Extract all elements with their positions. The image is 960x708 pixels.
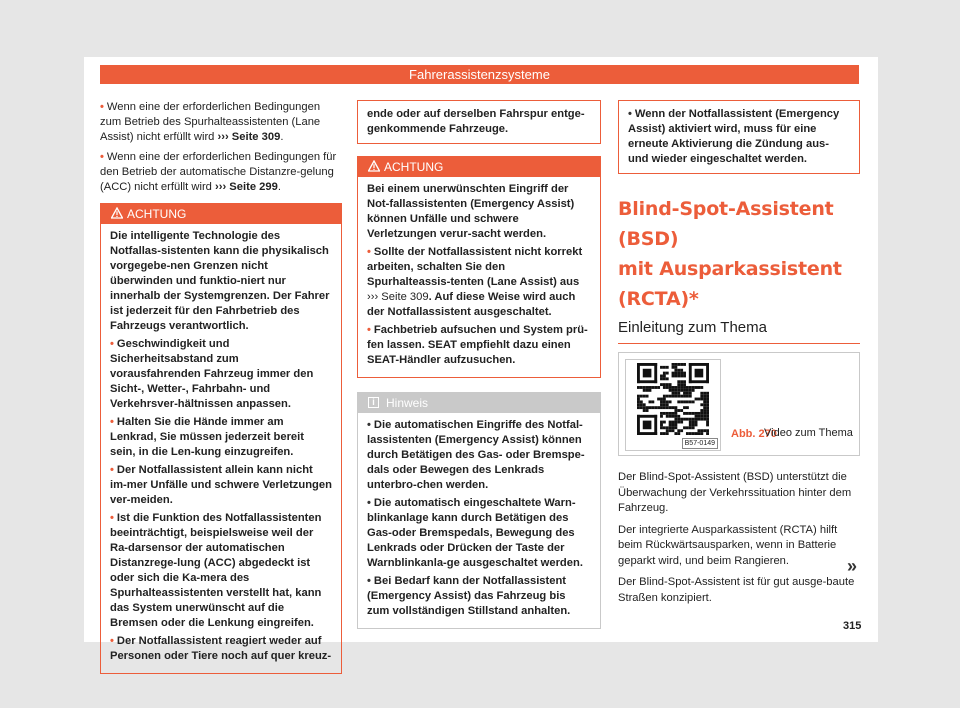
warning-continuation: • Wenn der Notfallassistent (Emergency Assist) aktiviert wird, muss für eine erneute Aktivierung die Zündung aus- und wieder eingeschaltet werden. bbox=[618, 100, 860, 174]
page-number: 315 bbox=[843, 620, 862, 632]
hint-item: • Die automatisch eingeschaltete Warn-blinkanlage kann durch Betätigen des Gas-oder Bremspedals, Bewegung des Lenkrads oder Drücken der Taste der Warnblinkanla-ge ausgeschaltet werden. bbox=[367, 497, 583, 569]
warning-triangle-icon bbox=[368, 160, 380, 172]
warning-item: • Halten Sie die Hände immer am Lenkrad, Sie müssen jederzeit bereit sein, in die Len-kung einzugreifen. bbox=[110, 416, 304, 458]
warning-body: Die intelligente Technologie des Notfallas-sistenten kann die physikalisch vorgegebe-nen Grenzen nicht überwinden und funktio-niert nur innerhalb der Systemgrenzen. Der Fahrer ist jederzeit für den Fahrbetrieb des Fahrzeugs verantwortlich. • Geschwindigkeit und Sicherheitsabstand zum vorausfahrenden Fahrzeug immer den Sicht-, Wetter-, Fahrbahn- und Verkehrsver-hältnissen anpassen. • Halten Sie die Hände immer am Lenkrad, Sie müssen jederzeit bereit sein, in die Len-kung einzugreifen. • Der Notfallassistent allein kann nicht im-mer Unfälle und schwere Verletzungen ver-meiden. • Ist die Funktion des Notfallassistenten beeinträchtigt, beispielsweise weil der Ra-darsensor der automatischen Distanzrege-lung (ACC) abgedeckt ist oder sich die Ka-mera des Spurhalteassistenten verstellt hat, kann das System unerwünscht auf die Bremsen oder die Lenkung eingreifen. • Der Notfallassistent reagiert weder auf Personen oder Tiere noch auf quer kreuz- bbox=[110, 230, 332, 662]
warning-body: Bei einem unerwünschten Eingriff der Not-fallassistenten (Emergency Assist) können Unfälle und schwere Verletzungen verur-sacht werden. • Sollte der Notfallassistent nicht korrekt arbeiten, schalten Sie den Spurhalteassis-tenten (Lane Assist) aus ››› Seite 309. Auf diese Weise wird auch der Notfallassistent ausgeschaltet. • Fachbetrieb aufsuchen und System prü-fen lassen. SEAT empfiehlt dazu einen SEAT-Händler aufzusuchen. bbox=[358, 177, 600, 377]
warning-header: ACHTUNG bbox=[101, 204, 341, 224]
warning-item: • Der Notfallassistent allein kann nicht im-mer Unfälle und schwere Verletzungen ver-meiden. bbox=[110, 464, 332, 506]
warning-continuation: ende oder auf derselben Fahrspur entge-genkommende Fahrzeuge. bbox=[357, 100, 601, 144]
hint-item: • Bei Bedarf kann der Notfallassistent (Emergency Assist) das Fahrzeug bis zum vollständigen Stillstand anhalten. bbox=[367, 575, 571, 617]
figure-box bbox=[618, 352, 860, 456]
qr-code[interactable] bbox=[625, 359, 721, 451]
column-2 bbox=[357, 100, 601, 629]
warning-item: • Sollte der Notfallassistent nicht korrekt arbeiten, schalten Sie den Spurhalteassis-tenten (Lane Assist) aus ››› Seite 309. Auf diese Weise wird auch der Notfallassistent ausgeschaltet. bbox=[367, 246, 583, 318]
hint-item: • Die automatischen Eingriffe des Notfal-lassistenten (Emergency Assist) können durch Betätigen des Gas- oder Bremspe-dals oder Bewegen des Lenkrads unterbro-chen werden. bbox=[367, 419, 585, 491]
figure-number: Abb. 270 bbox=[731, 428, 777, 440]
warning-item: • Der Notfallassistent reagiert weder auf Personen oder Tiere noch auf quer kreuz- bbox=[110, 635, 332, 662]
column-1 bbox=[100, 100, 342, 674]
page-reference[interactable]: ››› Seite 299 bbox=[215, 181, 278, 193]
warning-item: • Geschwindigkeit und Sicherheitsabstand zum vorausfahrenden Fahrzeug immer den Sicht-, Wetter-, Fahrbahn- und Verkehrsver-hältnissen anpassen. bbox=[110, 338, 314, 410]
warning-triangle-icon bbox=[111, 207, 123, 219]
page-reference[interactable]: ››› Seite 309 bbox=[217, 131, 281, 143]
column-3 bbox=[618, 100, 860, 612]
hint-header: i Hinweis bbox=[358, 393, 600, 413]
info-icon: i bbox=[368, 397, 379, 408]
page-reference[interactable]: ››› Seite 309 bbox=[367, 291, 429, 303]
condition-item-lane-assist: • Wenn eine der erforderlichen Bedingungen zum Betrieb des Spurhalteassistenten (Lane Assist) nicht erfüllt wird ››› Seite 309. bbox=[100, 101, 321, 143]
bullet-icon: • bbox=[100, 101, 104, 113]
body-text: Der Blind-Spot-Assistent (BSD) unterstützt die Überwachung der Verkehrssituation hinter dem Fahrzeug. Der integrierte Ausparkassistent (RCTA) hilft beim Rückwärtsausparken, wenn in Batterie geparkt wird, und beim Rangieren. Der Blind-Spot-Assistent ist für gut ausge-baute Straßen konzipiert. bbox=[618, 471, 855, 604]
warning-item: • Fachbetrieb aufsuchen und System prü-fen lassen. SEAT empfiehlt dazu einen SEAT-Händler aufzusuchen. bbox=[367, 324, 588, 366]
section-heading: Blind-Spot-Assistent (BSD) mit Ausparkassistent (RCTA)* bbox=[618, 198, 842, 310]
condition-item-acc: • Wenn eine der erforderlichen Bedingungen für den Betrieb der automatische Distanzre-gelung (ACC) nicht erfüllt wird ››› Seite 299. bbox=[100, 151, 337, 193]
hint-body bbox=[358, 413, 600, 628]
figure-code: B57-0149 bbox=[682, 438, 718, 449]
warning-box bbox=[100, 203, 342, 674]
continue-arrow: » bbox=[847, 556, 858, 576]
chapter-header: Fahrerassistenzsysteme bbox=[100, 65, 859, 84]
figure-caption: Video zum Thema bbox=[764, 427, 853, 439]
warning-box bbox=[357, 156, 601, 378]
warning-item: • Ist die Funktion des Notfallassistenten beeinträchtigt, beispielsweise weil der Ra-darsensor der automatischen Distanzrege-lung (ACC) abgedeckt ist oder sich die Ka-mera des Spurhalteassistenten verstellt hat, kann das System unerwünscht auf die Bremsen oder die Lenkung eingreifen. bbox=[110, 512, 322, 629]
hint-box bbox=[357, 392, 601, 629]
warning-header: ACHTUNG bbox=[358, 157, 600, 177]
bullet-icon: • bbox=[100, 151, 104, 163]
subsection-heading: Einleitung zum Thema bbox=[618, 320, 860, 344]
qr-code-image bbox=[632, 363, 714, 435]
